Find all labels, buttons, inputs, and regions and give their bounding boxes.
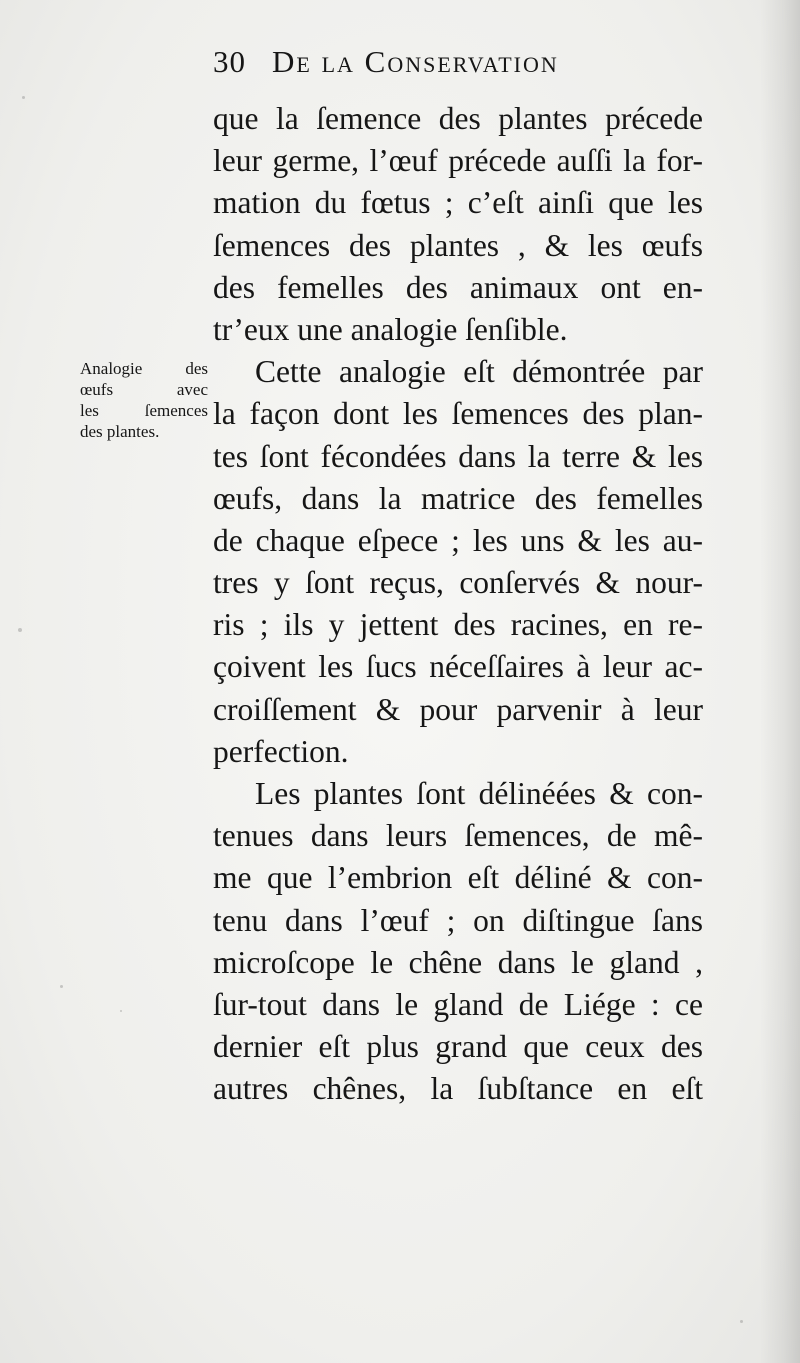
text-line: tr’eux une analogie ſenſible. (213, 311, 568, 347)
margin-note (80, 358, 208, 442)
margin-note-line: les ſemences (80, 401, 208, 420)
text-line: perfection. (213, 733, 349, 769)
text-line: mation du fœtus ; c’eſt ainſi que les (213, 185, 703, 221)
margin-note-line: des plantes. (80, 422, 160, 441)
text-line: microſcope le chêne dans le gland , (213, 944, 703, 980)
text-line: tenues dans leurs ſemences, de mê- (213, 818, 703, 854)
text-line: des femelles des animaux ont en- (213, 269, 703, 305)
text-line: tes ſont fécondées dans la terre & les (213, 438, 703, 474)
body-text (213, 98, 703, 1111)
text-line: ſur-tout dans le gland de Liége : ce (213, 986, 703, 1022)
page-edge-shadow (760, 0, 800, 1363)
text-line: dernier eſt plus grand que ceux des (213, 1029, 703, 1065)
paper-speck (120, 1010, 122, 1012)
paper-speck (740, 1320, 743, 1323)
page-number: 30 (213, 44, 246, 79)
text-line: leur germe, l’œuf précede auſſi la for- (213, 143, 703, 179)
paper-speck (60, 985, 63, 988)
text-line: autres chênes, la ſubſtance en eſt (213, 1071, 703, 1107)
text-line: ris ; ils y jettent des racines, en re- (213, 607, 703, 643)
text-line: que la ſemence des plantes précede (213, 101, 703, 136)
margin-note-line: Analogie des (80, 359, 208, 378)
text-line: la façon dont les ſemences des plan- (213, 396, 703, 432)
text-line: de chaque eſpece ; les uns & les au- (213, 522, 703, 558)
margin-note-line: œufs avec (80, 380, 208, 399)
paper-speck (18, 628, 22, 632)
text-line: croiſſement & pour parvenir à leur (213, 691, 703, 727)
text-line: œufs, dans la matrice des femelles (213, 480, 703, 516)
paper-speck (22, 96, 25, 99)
text-line: tenu dans l’œuf ; on diſtingue ſans (213, 902, 703, 938)
running-title: De la Conservation (272, 44, 559, 79)
running-header (213, 42, 633, 82)
text-line: me que l’embrion eſt déliné & con- (213, 860, 703, 896)
text-line: tres y ſont reçus, conſervés & nour- (213, 565, 703, 601)
text-line: çoivent les ſucs néceſſaires à leur ac- (213, 649, 703, 685)
text-line: Les plantes ſont délinéées & con- (255, 776, 703, 811)
text-line: ſemences des plantes , & les œufs (213, 227, 703, 263)
text-line: Cette analogie eſt démontrée par (255, 354, 703, 390)
